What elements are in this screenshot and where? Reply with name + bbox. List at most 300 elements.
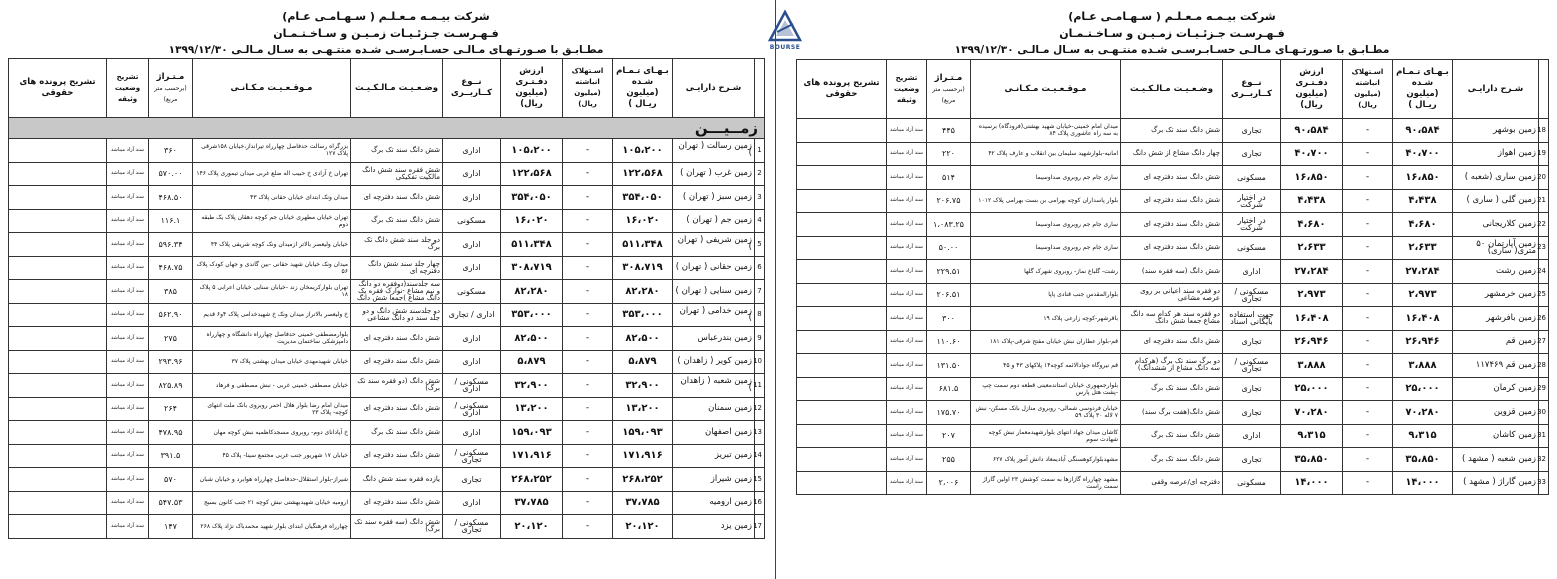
row-book-value: ۴،۴۳۸ [1281,189,1343,213]
row-location: چهارراه فرهنگیان ابتدای بلوار شهید محمدباک نژاد پلاک ۲۶۸ [193,515,351,539]
row-area: ۱،۰۸۳.۲۵ [927,213,971,237]
row-description: زمین آپارتمان ۵۰ متری( ساری) [1453,236,1539,260]
row-depreciation: - [563,139,613,163]
row-doc-status: سند آزاد میباشد [887,142,927,166]
table-row [9,209,765,233]
row-usage: مسکونی / تجاری [1223,354,1281,378]
col-doc-status: تشریح وضعیت وثیقه [107,59,149,118]
col-doc-status-right: تشریح وضعیت وثیقه [887,60,927,119]
row-cost: ۱۶،۴۰۸ [1393,307,1453,331]
row-index: 14 [755,444,765,468]
row-depreciation: - [563,397,613,421]
row-cost: ۱۶،۰۲۰ [613,209,673,233]
row-index: 28 [1539,354,1549,378]
row-ownership: شش دانگ سند دفترچه ای [351,186,443,210]
row-depreciation: - [563,256,613,280]
row-ownership: دو برگ سند تک برگ (هرکدام سه دانگ مشاع از ششدانگ) [1121,354,1223,378]
row-description: زمین کرمان [1453,377,1539,401]
row-legal [797,307,887,331]
page-divider [775,0,776,579]
row-legal [9,397,107,421]
row-index: 26 [1539,307,1549,331]
row-legal [797,354,887,378]
row-location: خیابان ۱۷ شهریور جنب غربی مجتمع سینا- پلاک ۴۵ [193,444,351,468]
row-cost: ۸۲،۵۰۰ [613,327,673,351]
company-title: شرکت بیـمـه مـعـلـم ( سـهـامـی عـام) [282,10,490,23]
row-area: ۴۶۸.۵۰ [149,186,193,210]
row-ownership: شش دانگ سند تک برگ [351,139,443,163]
row-doc-status: سند آزاد میباشد [887,213,927,237]
row-description: زمین خدامی ( تهران ) [673,303,755,327]
row-location: ساری جام جم روبروی صداوسیما [971,213,1121,237]
row-usage: اداری [443,327,501,351]
row-depreciation: - [1343,119,1393,143]
row-book-value: ۵،۸۷۹ [501,350,563,374]
table-row [797,424,1549,448]
assets-table-left [8,58,765,539]
row-index: 19 [1539,142,1549,166]
row-location: تهران بلوارکریمخان زند -خیابان سنایی خیابان اعرابی ۵ پلاک ۱۸ [193,280,351,304]
row-cost: ۱۵۹،۰۹۳ [613,421,673,445]
row-area: ۴۴۵ [927,119,971,143]
row-area: ۸۲۵.۸۹ [149,374,193,398]
row-legal [797,330,887,354]
table-row [9,280,765,304]
row-depreciation: - [563,468,613,492]
row-ownership: شش دانگ (سه فقره سند تک برگ) [351,515,443,539]
col-ownership-right: وضـعـیـت مـالـکـیـت [1121,60,1223,119]
table-row [9,186,765,210]
row-index: 23 [1539,236,1549,260]
row-depreciation: - [563,186,613,210]
row-book-value: ۱۷۱،۹۱۶ [501,444,563,468]
row-book-value: ۸۲،۲۸۰ [501,280,563,304]
row-doc-status: سند آزاد میباشد [887,448,927,472]
row-location: میدان امام خمینی-خیابان شهید بهشتی(فرودگاه) برسیده به سه راه عاشوری پلاک ۸۴ [971,119,1121,143]
row-legal [797,424,887,448]
row-usage: اداری [443,350,501,374]
row-description: زمین قم ۱۱۷۴۶۹ [1453,354,1539,378]
row-index: 7 [755,280,765,304]
row-doc-status: سند آزاد میباشد [107,186,149,210]
col-depreciation: اسـتهلاک انباشته (میلیون ریال) [563,59,613,118]
row-description: زمین ارومیه [673,491,755,515]
row-legal [797,377,887,401]
table-row [797,283,1549,307]
row-index: 5 [755,233,765,257]
row-usage: مسکونی / اداری [443,397,501,421]
table-row [797,119,1549,143]
row-cost: ۷۰،۲۸۰ [1393,401,1453,425]
col-usage: نــوع کــاربــری [443,59,501,118]
row-doc-status: سند آزاد میباشد [887,260,927,284]
row-index: 25 [1539,283,1549,307]
row-legal [797,213,887,237]
row-description: زمین اصفهان [673,421,755,445]
table-row [9,162,765,186]
table-row [797,307,1549,331]
row-book-value: ۲۷،۲۸۴ [1281,260,1343,284]
row-doc-status: سند آزاد میباشد [107,515,149,539]
table-row [9,491,765,515]
row-description: زمین بوشهر [1453,119,1539,143]
row-book-value: ۹،۳۱۵ [1281,424,1343,448]
table-row [797,471,1549,495]
right-body [797,119,1549,495]
row-location: ارومیه خیابان شهیدبهشتی نبش کوچه ۲۱ جنب کانون بسیج [193,491,351,515]
table-row [797,377,1549,401]
row-usage: تجاری [1223,401,1281,425]
row-doc-status: سند آزاد میباشد [887,377,927,401]
row-cost: ۱۰۵،۲۰۰ [613,139,673,163]
col-area-label-right: مـتـراژ [934,72,963,83]
row-location: تهران خیابان مطهری خیابان جم کوچه دهقان پلاک یک طبقه دوم [193,209,351,233]
row-usage: مسکونی [443,209,501,233]
row-cost: ۹،۳۱۵ [1393,424,1453,448]
row-usage: تجاری [1223,119,1281,143]
row-area: ۲۷۵ [149,327,193,351]
row-depreciation: - [563,233,613,257]
row-index: 12 [755,397,765,421]
row-description: زمین رشت [1453,260,1539,284]
table-row [9,256,765,280]
row-book-value: ۱۴،۰۰۰ [1281,471,1343,495]
row-cost: ۴۰،۷۰۰ [1393,142,1453,166]
company-title-right: شرکت بیـمـه مـعـلـم ( سـهـامـی عـام) [1068,10,1276,23]
col-idx-right [1539,60,1549,119]
row-legal [797,448,887,472]
row-doc-status: سند آزاد میباشد [107,256,149,280]
row-book-value: ۳۰۸،۷۱۹ [501,256,563,280]
row-legal [9,374,107,398]
bourse-logo-text: BOURSE [769,44,801,51]
row-area: ۲،۰۰۶ [927,471,971,495]
row-location: شیراز-بلوار استقلال-حدفاصل چهارراه هوابرد و خیابان شبان [193,468,351,492]
row-area: ۵۰.۰۰ [927,236,971,260]
row-description: زمین اهواز [1453,142,1539,166]
col-area-right [927,60,971,119]
row-doc-status: سند آزاد میباشد [107,491,149,515]
row-index: 10 [755,350,765,374]
row-description: زمین تبریز [673,444,755,468]
row-description: زمین بافرشهر [1453,307,1539,331]
row-usage: در اختیار شرکت [1223,189,1281,213]
row-book-value: ۸۲،۵۰۰ [501,327,563,351]
row-area: ۲۲۰ [927,142,971,166]
row-index: 17 [755,515,765,539]
table-header [9,59,765,118]
row-ownership: شش دانگ سند تک برگ [351,209,443,233]
row-description: زمین خرمشهر [1453,283,1539,307]
row-index: 6 [755,256,765,280]
row-location: باقرشهر-کوچه زارعی پلاک ۱۹ [971,307,1121,331]
row-index: 3 [755,186,765,210]
row-doc-status: سند آزاد میباشد [887,471,927,495]
col-description-right: شـرح دارایـی [1453,60,1539,119]
row-cost: ۱۲۲،۵۶۸ [613,162,673,186]
row-depreciation: - [563,162,613,186]
table-row [797,354,1549,378]
row-ownership: شش دانگ سند تک برگ [1121,424,1223,448]
row-legal [9,209,107,233]
row-index: 18 [1539,119,1549,143]
table-row [797,189,1549,213]
row-ownership: شش دانگ سند دفترچه ای [1121,213,1223,237]
row-area: ۱۴۷ [149,515,193,539]
row-usage: مسکونی / تجاری [443,515,501,539]
table-row [797,330,1549,354]
row-area: ۳۶۰ [149,139,193,163]
row-ownership: چهار جلد سند شش دانگ دفترچه ای [351,256,443,280]
row-legal [797,119,887,143]
row-area: ۵۴۷.۵۳ [149,491,193,515]
row-area: ۲۶۴ [149,397,193,421]
row-cost: ۲۰،۱۲۰ [613,515,673,539]
row-depreciation: - [1343,236,1393,260]
row-location: قم نیروگاه جوادالائمه کوچه۱۴ پلاکهای ۴۳ و ۴۵ [971,354,1121,378]
row-location: مشهد چهارراه گازازها به سمت کوشش ۲۳ اولین گاراژ سمت راست [971,471,1121,495]
row-ownership: شش دانگ سند تک برگ [1121,448,1223,472]
row-legal [797,166,887,190]
row-depreciation: - [563,209,613,233]
col-usage-right: نــوع کــاربــری [1223,60,1281,119]
row-book-value: ۲،۹۷۳ [1281,283,1343,307]
row-cost: ۳۲،۹۰۰ [613,374,673,398]
row-doc-status: سند آزاد میباشد [887,119,927,143]
row-book-value: ۴،۶۸۰ [1281,213,1343,237]
row-legal [9,233,107,257]
row-book-value: ۳۵۴،۰۵۰ [501,186,563,210]
row-description: زمین غرب ( تهران ) [673,162,755,186]
table-row [797,142,1549,166]
row-doc-status: سند آزاد میباشد [107,444,149,468]
row-location: ساری جام جم روبروی صداوسیما [971,166,1121,190]
row-depreciation: - [563,303,613,327]
row-description: زمین رسالت ( تهران ) [673,139,755,163]
row-area: ۳۰۰ [927,307,971,331]
row-doc-status: سند آزاد میباشد [107,162,149,186]
row-depreciation: - [1343,213,1393,237]
row-location: رشت- گلباغ نماز- روبروی شهرک گلها [971,260,1121,284]
row-area: ۲۰۶.۷۵ [927,189,971,213]
row-legal [9,515,107,539]
col-location: مـوقـعـیـت مـکـانـی [193,59,351,118]
row-book-value: ۱۲۲،۵۶۸ [501,162,563,186]
row-ownership: شش دانگ سند تک برگ [1121,119,1223,143]
row-usage: تجاری [443,468,501,492]
row-usage: اداری [1223,260,1281,284]
row-location: خیابان ولیعصر بالاتر ازمیدان ونک کوچه شریفی پلاک ۴۴ [193,233,351,257]
row-ownership: شش دانگ سند دفترچه ای [1121,236,1223,260]
row-book-value: ۱۶،۰۲۰ [501,209,563,233]
row-location: مشهدبلوارکوهسنگی آبادیمعاد دانش آموز پلاک ۶۲۷ [971,448,1121,472]
row-location: خیابان شهیدمهدی خیابان میدان بهشتی پلاک ۳۷ [193,350,351,374]
col-area-unit: (برحسب متر مربع) [154,84,187,103]
row-usage: مسکونی [1223,236,1281,260]
row-index: 33 [1539,471,1549,495]
row-area: ۵۹۶.۳۴ [149,233,193,257]
row-ownership: دو جلد سند شش دانگ تک برگ [351,233,443,257]
row-usage: اداری [443,186,501,210]
row-doc-status: سند آزاد میباشد [887,189,927,213]
row-book-value: ۲۶۸،۲۵۲ [501,468,563,492]
row-legal [797,260,887,284]
row-usage: مسکونی [1223,471,1281,495]
row-usage: اداری [1223,424,1281,448]
row-cost: ۱۷۱،۹۱۶ [613,444,673,468]
row-depreciation: - [563,350,613,374]
row-usage: جهت استفاده بایگانی اسناد [1223,307,1281,331]
row-doc-status: سند آزاد میباشد [107,209,149,233]
row-index: 21 [1539,189,1549,213]
row-index: 29 [1539,377,1549,401]
col-cost-right: بـهـای تـمـام شـده (میلیون ریـال ) [1393,60,1453,119]
row-cost: ۳،۸۸۸ [1393,354,1453,378]
row-index: 11 [755,374,765,398]
row-legal [797,283,887,307]
row-ownership: دو فقره سند هر کدام سه دانگ مشاع جمعا شش دانگ [1121,307,1223,331]
report-subtitle-right: فـهـرسـت جـزئـیـات زمـیـن و سـاخـتـمـان [1059,27,1285,40]
table-row [9,397,765,421]
row-cost: ۲۷،۲۸۴ [1393,260,1453,284]
row-cost: ۱۴،۰۰۰ [1393,471,1453,495]
row-location: کاشان میدان جهاد انتهای بلوارشهیدمعمار نبش کوچه شهادت سوم [971,424,1121,448]
row-index: 31 [1539,424,1549,448]
row-legal [9,491,107,515]
row-book-value: ۳،۸۸۸ [1281,354,1343,378]
row-cost: ۲۵،۰۰۰ [1393,377,1453,401]
row-book-value: ۱۶،۴۰۸ [1281,307,1343,331]
row-cost: ۱۳،۲۰۰ [613,397,673,421]
row-location: میدان امام رضا بلوار هلال احمر روبروی بانک ملت انتهای کوچه- پلاک ۲۳ [193,397,351,421]
row-book-value: ۵۱۱،۳۴۸ [501,233,563,257]
row-cost: ۳۵۴،۰۵۰ [613,186,673,210]
row-cost: ۲۶،۹۴۶ [1393,330,1453,354]
row-doc-status: سند آزاد میباشد [887,166,927,190]
row-book-value: ۲،۶۳۳ [1281,236,1343,260]
row-location: بلوار پاسداران کوچه بهرامی بن بست بهرامی پلاک ۱۰۱۲ [971,189,1121,213]
row-ownership: سه جلدسند(دوفقره دو دانگ و نیم مشاع -نوارک فقره یک دانگ مشاع )جمعا شش دانگ [351,280,443,304]
col-area-label: مـتـراژ [156,71,185,82]
row-description: زمین حقانی ( تهران ) [673,256,755,280]
row-location: میدان ونک ابتدای خیابان حقانی پلاک ۴۳ [193,186,351,210]
row-cost: ۲۶۸،۲۵۲ [613,468,673,492]
table-row [9,350,765,374]
row-cost: ۹۰،۵۸۴ [1393,119,1453,143]
row-area: ۴۶۸.۷۵ [149,256,193,280]
row-usage: مسکونی / اداری [443,374,501,398]
row-description: زمین سبز ( تهران ) [673,186,755,210]
row-depreciation: - [1343,424,1393,448]
row-book-value: ۱۵۹،۰۹۳ [501,421,563,445]
col-area-unit-right: (برحسب متر مربع) [932,85,965,104]
row-ownership: شش دانگ سند دفترچه ای [1121,166,1223,190]
row-book-value: ۳۷،۷۸۵ [501,491,563,515]
row-location: بلوارالمقدس جنب قنادی پاپا [971,283,1121,307]
row-usage: مسکونی [1223,166,1281,190]
table-row [9,515,765,539]
row-doc-status: سند آزاد میباشد [887,401,927,425]
col-book-value-right: ارزش دفـتـری (میلیون ریال) [1281,60,1343,119]
row-book-value: ۳۵۳،۰۰۰ [501,303,563,327]
statement-note-right: مطـابـق با صـورتـهـای مـالـی حسـابـرسـی شـده منتـهـی به سـال مـالـی ۱۳۹۹/۱۲/۳۰ [954,44,1390,56]
row-description: زمین شعبه ( زاهدان ) [673,374,755,398]
table-row [797,260,1549,284]
row-ownership: چهار دانگ مشاع از شش دانگ [1121,142,1223,166]
row-description: زمین بندرعباس [673,327,755,351]
row-index: 30 [1539,401,1549,425]
row-location: تهران خ آزادی خ حبیب اله ضلع غربی میدان تیموری پلاک ۱۴۶ [193,162,351,186]
row-description: زمین قم [1453,330,1539,354]
row-ownership: شش فقره سند شش دانگ مالکیت تفکیکی [351,162,443,186]
row-cost: ۳۵۳،۰۰۰ [613,303,673,327]
row-doc-status: سند آزاد میباشد [107,397,149,421]
row-description: زمین کاشان [1453,424,1539,448]
row-depreciation: - [1343,307,1393,331]
row-cost: ۵۱۱،۳۴۸ [613,233,673,257]
left-body [9,118,765,539]
row-book-value: ۷۰،۲۸۰ [1281,401,1343,425]
row-usage: اداری / تجاری [443,303,501,327]
report-subtitle: فـهـرسـت جـزئـیـات زمـیـن و سـاخـتـمـان [273,27,499,40]
row-usage: اداری [443,139,501,163]
row-depreciation: - [1343,260,1393,284]
row-description: زمین قزوین [1453,401,1539,425]
table-row [9,303,765,327]
row-area: ۵۶۲.۹۰ [149,303,193,327]
row-depreciation: - [1343,330,1393,354]
row-doc-status: سند آزاد میباشد [107,233,149,257]
row-doc-status: سند آزاد میباشد [107,303,149,327]
table-row [9,139,765,163]
row-ownership: دو جلدسند شش دانگ و دو جلد سند دو دانگ مشاعی [351,303,443,327]
row-location: خ آپادانای دوم- روبروی مسجدکاظمیه نبش کوچه مهان [193,421,351,445]
row-description: زمین کلاریجانی [1453,213,1539,237]
row-index: 24 [1539,260,1549,284]
row-depreciation: - [563,491,613,515]
row-legal [9,256,107,280]
row-ownership: شش دانگ سند تک برگ [351,421,443,445]
row-description: زمین گلی ( ساری ) [1453,189,1539,213]
row-usage: مسکونی / تجاری [443,444,501,468]
row-location: ساری جام جم روبروی صداوسیما [971,236,1121,260]
row-location: بلوارجمهوری خیابان استاندمعینی قطعه دوم سمت چپ -پشت هتل پارس [971,377,1121,401]
row-legal [9,139,107,163]
row-doc-status: سند آزاد میباشد [887,283,927,307]
row-usage: اداری [443,162,501,186]
row-cost: ۳۵،۸۵۰ [1393,448,1453,472]
row-area: ۳۹۱.۵ [149,444,193,468]
row-book-value: ۱۳،۲۰۰ [501,397,563,421]
row-usage: اداری [443,421,501,445]
row-depreciation: - [1343,354,1393,378]
row-depreciation: - [1343,471,1393,495]
row-area: ۵۷۰ [149,468,193,492]
row-index: 16 [755,491,765,515]
row-description: زمین شیراز [673,468,755,492]
row-doc-status: سند آزاد میباشد [107,468,149,492]
row-depreciation: - [563,374,613,398]
row-index: 1 [755,139,765,163]
row-usage: تجاری [1223,142,1281,166]
row-description: زمین شریفی ( تهران ) [673,233,755,257]
row-legal [9,350,107,374]
row-depreciation: - [1343,448,1393,472]
table-row [797,401,1549,425]
row-book-value: ۲۰،۱۲۰ [501,515,563,539]
row-location: بزرگراه رسالت حدفاصل چهارراه تیرانداز،خیابان ۱۵۸شرقی پلاک ۱۲۷ [193,139,351,163]
row-doc-status: سند آزاد میباشد [107,139,149,163]
